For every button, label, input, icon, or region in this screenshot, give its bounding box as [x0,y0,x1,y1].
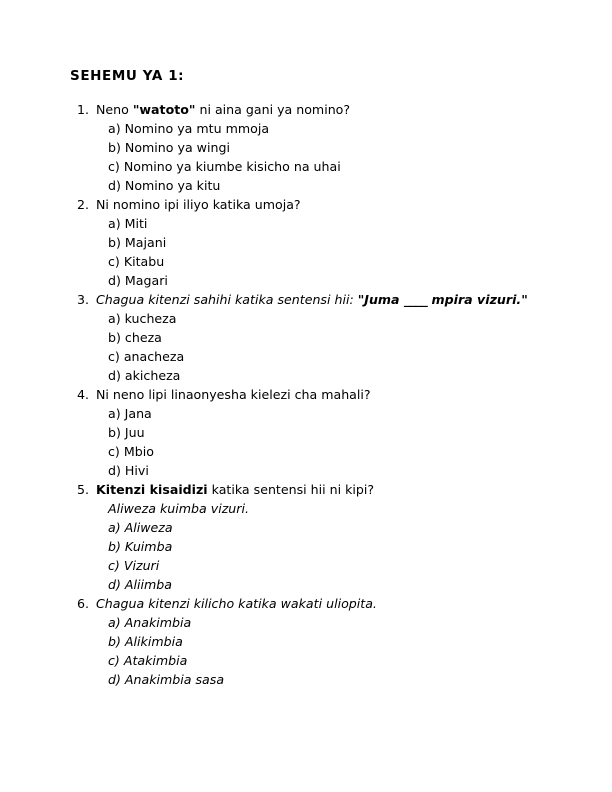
page-title: SEHEMU YA 1: [70,68,185,84]
answer-option[interactable] [0,442,612,461]
question-number: 2. [76,197,89,212]
question-item [0,594,612,689]
question-number: 1. [76,102,89,117]
question-stem-text [96,480,374,499]
answer-option-text: d) Magari [108,273,168,288]
answer-option-text: a) Aliweza [108,520,173,535]
answer-option-text: b) Alikimbia [108,634,183,649]
answer-option[interactable] [0,214,612,233]
question-stem [0,195,612,214]
answer-option[interactable] [0,423,612,442]
answer-option-text: a) Jana [108,406,152,421]
answer-option-text: c) Vizuri [108,558,160,573]
stem-fragment: Ni neno lipi linaonyesha kielezi cha mahali? [96,387,371,402]
question-item [0,480,612,594]
answer-option[interactable] [0,556,612,575]
answer-option[interactable] [0,518,612,537]
answer-option[interactable] [0,347,612,366]
answer-option-text: a) Miti [108,216,148,231]
answer-option[interactable] [0,271,612,290]
question-stem [0,385,612,404]
answer-option-text: c) Nomino ya kiumbe kisicho na uhai [108,159,341,174]
question-stem [0,290,612,309]
answer-option-text: d) akicheza [108,368,181,383]
stem-fragment: "watoto" [132,102,196,117]
answer-option[interactable] [0,252,612,271]
fill-in-blank: ____ [403,292,428,307]
answer-option-text: d) Anakimbia sasa [108,672,225,687]
answer-option-text: b) Juu [108,425,145,440]
answer-option-text: c) Mbio [108,444,154,459]
question-item [0,290,612,385]
answer-option[interactable] [0,309,612,328]
answer-option[interactable] [0,404,612,423]
answer-option-text: c) Kitabu [108,254,165,269]
stem-fragment: ni aina gani ya nomino? [195,102,351,117]
question-list [0,100,612,689]
answer-option-text: b) Nomino ya wingi [108,140,230,155]
stem-fragment: Chagua kitenzi kilicho katika wakati uliopita. [96,596,377,611]
answer-option[interactable] [0,461,612,480]
answer-option[interactable] [0,670,612,689]
question-item [0,385,612,480]
answer-option[interactable] [0,366,612,385]
answer-option-text: b) Majani [108,235,167,250]
answer-option[interactable] [0,632,612,651]
answer-option-text: d) Hivi [108,463,149,478]
stem-fragment: mpira vizuri." [427,292,528,307]
answer-option-text: a) Anakimbia [108,615,192,630]
answer-option[interactable] [0,537,612,556]
answer-option[interactable] [0,176,612,195]
answer-option[interactable] [0,233,612,252]
stem-fragment: katika sentensi hii ni kipi? [207,482,375,497]
answer-option[interactable] [0,575,612,594]
stem-fragment: Kitenzi kisaidizi [96,482,208,497]
answer-option-text: b) cheza [108,330,162,345]
answer-option-text: d) Nomino ya kitu [108,178,221,193]
example-sentence [0,499,612,518]
question-item [0,100,612,195]
stem-fragment: Chagua kitenzi sahihi katika sentensi hii: [96,292,358,307]
answer-option[interactable] [0,119,612,138]
question-stem [0,100,612,119]
answer-option[interactable] [0,613,612,632]
stem-fragment: Neno [96,102,133,117]
answer-option-text: d) Aliimba [108,577,173,592]
answer-option[interactable] [0,157,612,176]
question-stem-text [96,100,350,119]
question-stem-text [96,385,371,404]
answer-option[interactable] [0,328,612,347]
question-stem-text [96,594,377,613]
question-number: 6. [76,596,89,611]
question-stem [0,594,612,613]
stem-fragment: "Juma [357,292,404,307]
answer-option-text: a) Nomino ya mtu mmoja [108,121,270,136]
answer-option[interactable] [0,651,612,670]
example-sentence-text: Aliweza kuimba vizuri. [108,501,249,516]
question-item [0,195,612,290]
answer-option[interactable] [0,138,612,157]
question-stem [0,480,612,499]
answer-option-text: b) Kuimba [108,539,173,554]
answer-option-text: c) Atakimbia [108,653,188,668]
question-stem-text [96,195,301,214]
answer-option-text: a) kucheza [108,311,177,326]
question-number: 4. [76,387,89,402]
question-number: 3. [76,292,89,307]
question-number: 5. [76,482,89,497]
question-stem-text [96,290,528,309]
answer-option-text: c) anacheza [108,349,185,364]
stem-fragment: Ni nomino ipi iliyo katika umoja? [96,197,301,212]
